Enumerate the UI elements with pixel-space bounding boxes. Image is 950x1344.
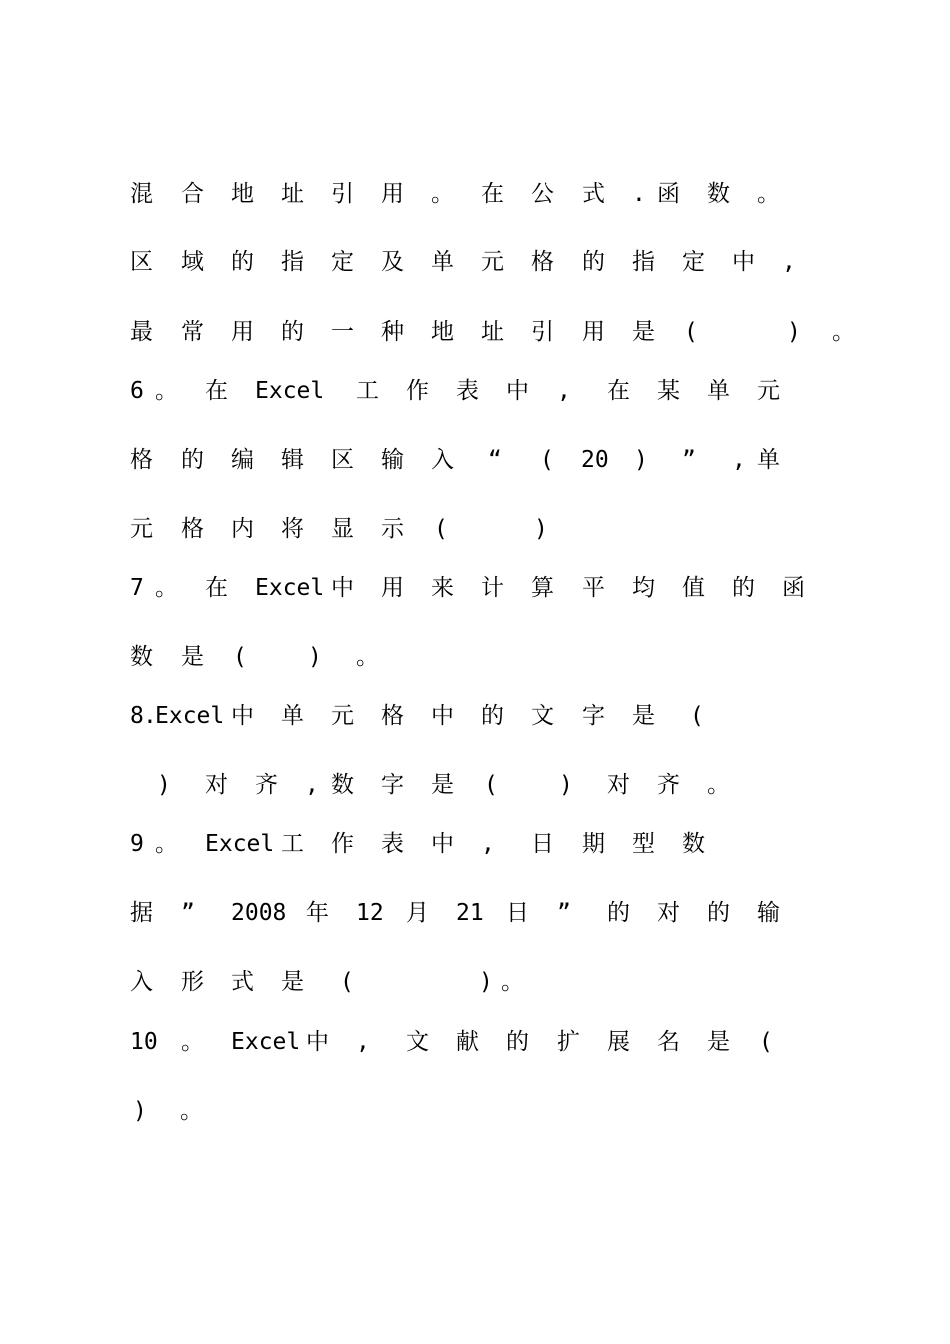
text-glyph: 最 — [130, 319, 153, 345]
text-glyph: ( — [690, 703, 704, 729]
text-line — [0, 702, 950, 742]
text-glyph: 种 — [381, 319, 404, 345]
text-glyph: 。 — [501, 969, 524, 995]
text-glyph: 内 — [231, 516, 254, 542]
text-glyph: 21 — [456, 900, 484, 926]
text-glyph: 单 — [757, 447, 780, 473]
text-glyph: 7 — [130, 575, 144, 601]
text-glyph: , — [481, 831, 495, 857]
text-glyph: 值 — [682, 575, 705, 601]
text-glyph: 献 — [456, 1029, 479, 1055]
text-glyph: 的 — [582, 249, 605, 275]
text-glyph: ) — [634, 447, 648, 473]
text-glyph: Excel — [231, 1029, 301, 1055]
text-glyph: 。 — [180, 1098, 203, 1124]
text-glyph: 。 — [707, 772, 730, 798]
text-glyph: Excel — [255, 378, 325, 404]
text-line — [0, 377, 950, 417]
text-glyph: 型 — [632, 831, 655, 857]
text-glyph: 区 — [331, 447, 354, 473]
text-glyph: 格 — [531, 249, 554, 275]
text-glyph: 入 — [431, 447, 454, 473]
text-glyph: ” — [557, 900, 571, 926]
text-glyph: ” — [181, 900, 195, 926]
text-glyph: 对 — [205, 772, 228, 798]
text-glyph: ( — [434, 516, 448, 542]
text-glyph: 单 — [431, 249, 454, 275]
text-glyph: 9 — [130, 831, 144, 857]
text-glyph: 指 — [632, 249, 655, 275]
text-glyph: 形 — [181, 969, 204, 995]
text-glyph: 展 — [607, 1029, 630, 1055]
text-glyph: 单 — [281, 703, 304, 729]
text-glyph: ” — [682, 447, 696, 473]
text-glyph: , — [732, 447, 746, 473]
text-glyph: 齐 — [255, 772, 278, 798]
text-glyph: 中 — [331, 575, 354, 601]
text-glyph: 用 — [231, 319, 254, 345]
text-glyph: 函 — [782, 575, 805, 601]
text-line — [0, 515, 950, 555]
text-glyph: 。 — [832, 319, 855, 345]
text-glyph: 编 — [231, 447, 254, 473]
text-glyph: 日 — [506, 900, 529, 926]
text-glyph: 。 — [181, 1029, 204, 1055]
text-glyph: 12 — [356, 900, 384, 926]
text-glyph: 扩 — [557, 1029, 580, 1055]
text-glyph: 及 — [381, 249, 404, 275]
text-glyph: 是 — [632, 319, 655, 345]
text-glyph: 作 — [331, 831, 354, 857]
text-glyph: ) — [157, 772, 171, 798]
text-glyph: 用 — [582, 319, 605, 345]
text-glyph: 。 — [431, 181, 454, 207]
text-line — [0, 643, 950, 683]
text-glyph: 中 — [431, 703, 454, 729]
text-glyph: 8 — [130, 703, 144, 729]
text-glyph: 计 — [481, 575, 504, 601]
text-glyph: 。 — [356, 644, 379, 670]
text-glyph: , — [782, 249, 796, 275]
text-glyph: 元 — [331, 703, 354, 729]
text-glyph: 定 — [682, 249, 705, 275]
text-glyph: 中 — [732, 249, 755, 275]
text-glyph: 的 — [481, 703, 504, 729]
text-glyph: 式 — [231, 969, 254, 995]
text-glyph: 10 — [130, 1029, 158, 1055]
text-line — [0, 248, 950, 288]
text-glyph: 。 — [155, 831, 178, 857]
text-glyph: 算 — [531, 575, 554, 601]
text-glyph: ( — [484, 772, 498, 798]
text-glyph: 用 — [381, 575, 404, 601]
text-glyph: 式 — [582, 181, 605, 207]
text-glyph: 。 — [757, 181, 780, 207]
text-glyph: Excel — [205, 831, 275, 857]
text-glyph: 合 — [181, 181, 204, 207]
text-glyph: 6 — [130, 378, 144, 404]
text-glyph: 示 — [381, 516, 404, 542]
text-line — [0, 968, 950, 1008]
text-glyph: 期 — [582, 831, 605, 857]
text-glyph: 平 — [582, 575, 605, 601]
text-line — [0, 1097, 950, 1137]
text-glyph: 域 — [181, 249, 204, 275]
text-glyph: 中 — [306, 1029, 329, 1055]
text-glyph: 的 — [231, 249, 254, 275]
text-line — [0, 180, 950, 220]
text-glyph: . — [632, 181, 646, 207]
text-glyph: 2008 — [231, 900, 287, 926]
text-glyph: 定 — [331, 249, 354, 275]
text-glyph: ( — [340, 969, 354, 995]
text-glyph: 年 — [306, 900, 329, 926]
text-glyph: 用 — [381, 181, 404, 207]
text-glyph: 字 — [381, 772, 404, 798]
text-glyph: 是 — [181, 644, 204, 670]
text-glyph: 元 — [130, 516, 153, 542]
text-glyph: ( — [540, 447, 554, 473]
text-glyph: 数 — [331, 772, 354, 798]
text-glyph: 表 — [456, 378, 479, 404]
text-glyph: 日 — [531, 831, 554, 857]
text-glyph: 是 — [632, 703, 655, 729]
text-glyph: 输 — [757, 900, 780, 926]
text-glyph: 某 — [657, 378, 680, 404]
text-glyph: 引 — [531, 319, 554, 345]
text-line — [0, 771, 950, 811]
text-glyph: 输 — [381, 447, 404, 473]
text-glyph: 文 — [531, 703, 554, 729]
text-glyph: 来 — [431, 575, 454, 601]
text-glyph: 数 — [707, 181, 730, 207]
text-glyph: 数 — [130, 644, 153, 670]
text-glyph: 字 — [582, 703, 605, 729]
text-glyph: 均 — [632, 575, 655, 601]
text-glyph: 混 — [130, 181, 153, 207]
text-line — [0, 318, 950, 358]
text-glyph: 的 — [607, 900, 630, 926]
text-glyph: 对 — [607, 772, 630, 798]
text-glyph: 引 — [331, 181, 354, 207]
text-line — [0, 446, 950, 486]
text-glyph: 格 — [181, 516, 204, 542]
text-glyph: 齐 — [657, 772, 680, 798]
text-line — [0, 574, 950, 614]
text-glyph: 工 — [356, 378, 379, 404]
text-glyph: 址 — [281, 181, 304, 207]
text-glyph: Excel — [255, 575, 325, 601]
text-glyph: ) — [479, 969, 493, 995]
text-glyph: ( — [759, 1029, 773, 1055]
text-glyph: 中 — [231, 703, 254, 729]
text-line — [0, 830, 950, 870]
text-glyph: , — [305, 772, 319, 798]
text-glyph: 的 — [506, 1029, 529, 1055]
text-glyph: ) — [559, 772, 573, 798]
text-glyph: 。 — [155, 575, 178, 601]
text-glyph: 的 — [732, 575, 755, 601]
text-line — [0, 1028, 950, 1068]
text-glyph: 的 — [281, 319, 304, 345]
text-glyph: 是 — [431, 772, 454, 798]
text-glyph: 址 — [481, 319, 504, 345]
text-glyph: 在 — [607, 378, 630, 404]
text-glyph: 函 — [657, 181, 680, 207]
text-glyph: ) — [534, 516, 548, 542]
text-glyph: 工 — [281, 831, 304, 857]
text-glyph: 在 — [205, 378, 228, 404]
text-glyph: ( — [233, 644, 247, 670]
text-glyph: 一 — [331, 319, 354, 345]
text-glyph: 格 — [381, 703, 404, 729]
text-glyph: 区 — [130, 249, 153, 275]
text-glyph: 文 — [406, 1029, 429, 1055]
text-glyph: 的 — [707, 900, 730, 926]
text-glyph: 单 — [707, 378, 730, 404]
text-glyph: 月 — [406, 900, 429, 926]
text-glyph: ( — [684, 319, 698, 345]
text-line — [0, 899, 950, 939]
text-glyph: 元 — [481, 249, 504, 275]
text-glyph: 对 — [657, 900, 680, 926]
text-glyph: 在 — [205, 575, 228, 601]
text-glyph: 指 — [281, 249, 304, 275]
text-glyph: 作 — [406, 378, 429, 404]
text-glyph: 在 — [481, 181, 504, 207]
text-glyph: 元 — [757, 378, 780, 404]
text-glyph: 入 — [130, 969, 153, 995]
text-glyph: 将 — [281, 516, 304, 542]
text-glyph: 是 — [281, 969, 304, 995]
text-glyph: 表 — [381, 831, 404, 857]
text-glyph: 的 — [181, 447, 204, 473]
text-glyph: 格 — [130, 447, 153, 473]
text-glyph: 数 — [682, 831, 705, 857]
text-glyph: Excel — [155, 703, 225, 729]
text-glyph: 显 — [331, 516, 354, 542]
text-glyph: 20 — [581, 447, 609, 473]
text-glyph: 名 — [657, 1029, 680, 1055]
text-glyph: 中 — [431, 831, 454, 857]
text-glyph: , — [557, 378, 571, 404]
text-glyph: , — [356, 1029, 370, 1055]
text-glyph: 。 — [155, 378, 178, 404]
text-glyph: 地 — [431, 319, 454, 345]
text-glyph: ) — [308, 644, 322, 670]
text-glyph: ) — [133, 1098, 147, 1124]
text-glyph: 地 — [231, 181, 254, 207]
text-glyph: “ — [488, 447, 502, 473]
text-glyph: . — [143, 703, 157, 729]
text-glyph: 公 — [531, 181, 554, 207]
text-glyph: 据 — [130, 900, 153, 926]
text-glyph: 辑 — [281, 447, 304, 473]
text-glyph: 常 — [181, 319, 204, 345]
text-glyph: 是 — [707, 1029, 730, 1055]
text-glyph: 中 — [506, 378, 529, 404]
text-glyph: ) — [787, 319, 801, 345]
